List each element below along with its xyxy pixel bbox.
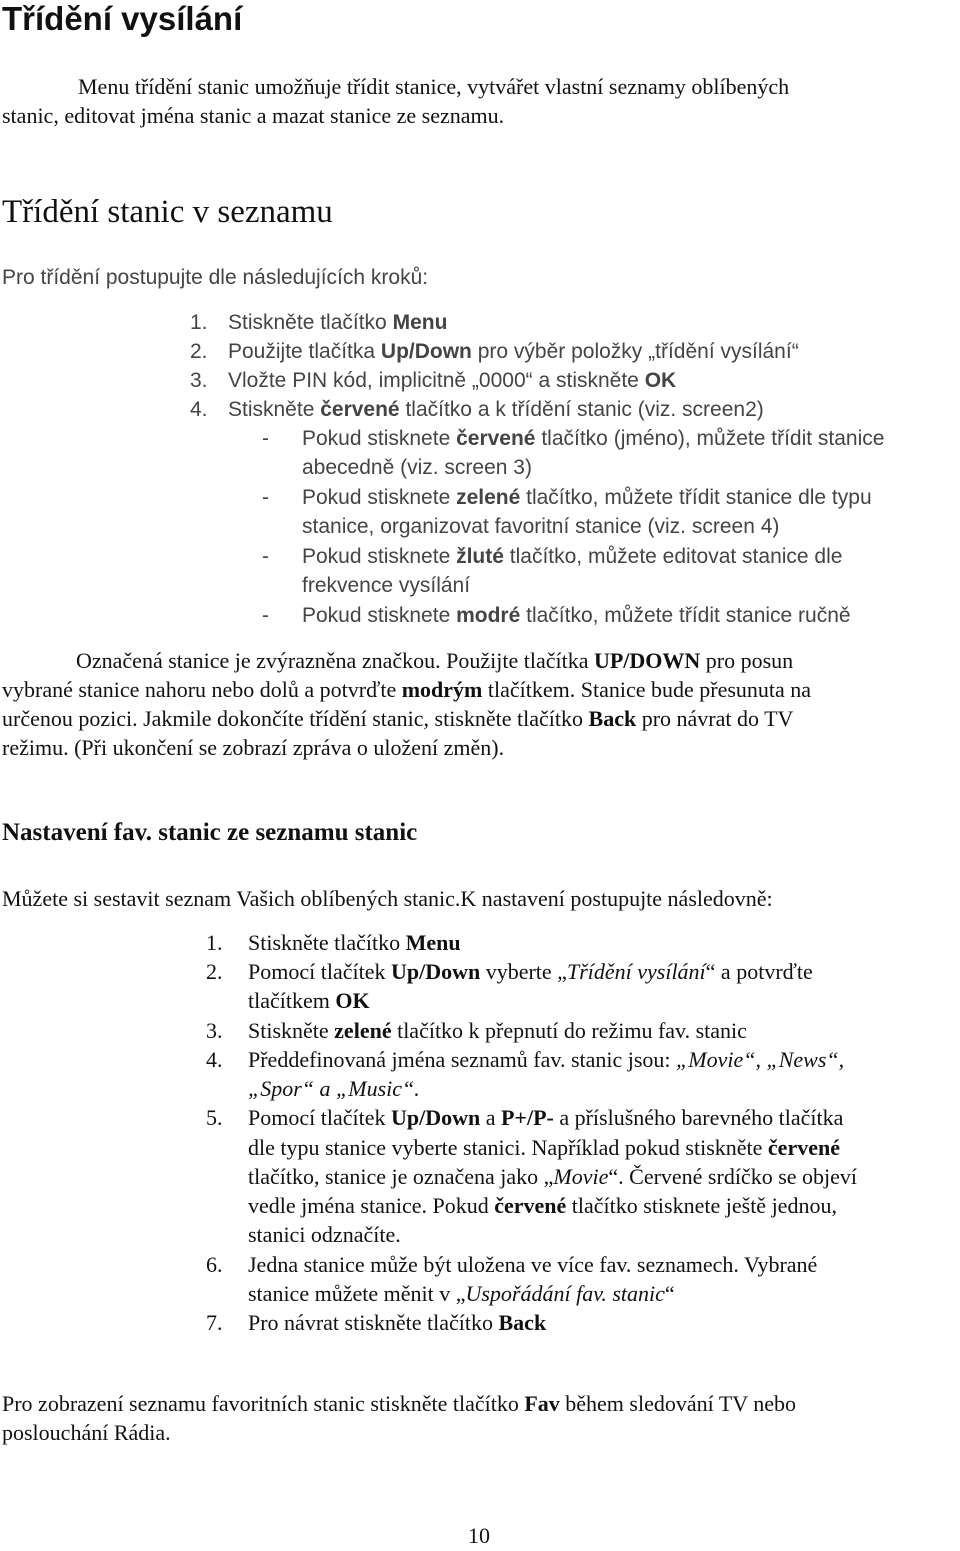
step-number: 2. — [206, 959, 223, 984]
step-text: Použijte tlačítka — [228, 340, 381, 363]
fav-step-6-line-2 — [248, 1279, 675, 1309]
sub-option-red — [262, 427, 884, 451]
key-ok: OK — [335, 988, 370, 1013]
list-names: „Spor“ a „Music“. — [248, 1076, 420, 1101]
list-names: „Movie“, „News“, — [676, 1047, 845, 1072]
key-up-down: Up/Down — [390, 1105, 481, 1130]
dash: - — [262, 545, 269, 568]
list-name-movie: Movie — [553, 1164, 609, 1189]
step-text: tlačítkem — [248, 988, 336, 1013]
sub-option-red-line-2: abecedně (viz. screen 3) — [302, 456, 532, 479]
key-up-down: Up/Down — [380, 340, 472, 363]
sort-paragraph-line-3 — [2, 704, 793, 734]
sub-text: Pokud stisknete — [302, 545, 457, 568]
key-back: Back — [498, 1310, 547, 1335]
fav-step-3 — [206, 1016, 747, 1046]
sort-step-1 — [190, 311, 447, 335]
step-number: 4. — [206, 1047, 223, 1072]
sub-text-end: tlačítko (jméno), můžete třídit stanice — [535, 427, 885, 450]
step-text: Pomocí tlačítek — [248, 959, 391, 984]
step-text: Předdefinovaná jména seznamů fav. stanic jsou: — [248, 1047, 677, 1072]
step-number: 6. — [206, 1252, 223, 1277]
para-text: Označená stanice je zvýrazněna značkou. Použijte tlačítka — [76, 648, 594, 673]
key-blue: modré — [456, 604, 521, 627]
sub-text-end: tlačítko, můžete editovat stanice dle — [503, 545, 843, 568]
intro-line-1: Menu třídění stanic umožňuje třídit stanice, vytvářet vlastní seznamy oblíbených — [78, 74, 790, 99]
fav-step-4 — [206, 1045, 844, 1075]
key-fav: Fav — [524, 1391, 560, 1416]
sub-text: Pokud stisknete — [302, 427, 457, 450]
step-text-end: “ — [664, 1281, 675, 1306]
sub-option-green-line-2: stanice, organizovat favoritní stanice (viz. screen 4) — [302, 515, 780, 538]
closing-text: Pro zobrazení seznamu favoritních stanic stiskněte tlačítko — [2, 1391, 525, 1416]
sort-step-4 — [190, 398, 764, 422]
menu-name-usporadani: Uspořádání fav. stanic — [465, 1281, 665, 1306]
sub-option-yellow-line-2: frekvence vysílání — [302, 574, 471, 597]
fav-lead-text: Můžete si sestavit seznam Vašich oblíbených stanic.K nastavení postupujte následovně: — [2, 886, 773, 911]
key-menu: Menu — [392, 311, 448, 334]
dash: - — [262, 604, 269, 627]
key-blue: modrým — [401, 677, 483, 702]
para-text: vybrané stanice nahoru nebo dolů a potvrďte — [2, 677, 402, 702]
sub-text-end: tlačítko, můžete třídit stanice dle typu — [520, 486, 872, 509]
step-text: tlačítko, stanice je označena jako „ — [248, 1164, 554, 1189]
fav-step-7 — [206, 1308, 546, 1338]
key-green: zelené — [334, 1018, 392, 1043]
step-text-end: “ a potvrďte — [705, 959, 813, 984]
key-green: zelené — [456, 486, 521, 509]
sub-text: Pokud stisknete — [302, 486, 457, 509]
intro-line-2: stanic, editovat jména stanic a mazat stanice ze seznamu. — [2, 103, 505, 128]
fav-step-5-line-2 — [248, 1133, 840, 1163]
step-number: 1. — [206, 930, 223, 955]
key-red: červené — [767, 1135, 840, 1160]
section-title-nastaveni-fav: Nastavení fav. stanic ze seznamu stanic — [2, 819, 418, 846]
menu-name-trideni: Třídění vysílání — [566, 959, 706, 984]
fav-step-5 — [206, 1103, 843, 1133]
fav-step-5-line-3 — [248, 1162, 857, 1192]
step-text-end: “. Červené srdíčko se objeví — [608, 1164, 858, 1189]
key-menu: Menu — [405, 930, 461, 955]
para-text-end: pro posun — [700, 648, 794, 673]
step-text: Pomocí tlačítek — [248, 1105, 391, 1130]
sub-option-blue — [262, 604, 851, 628]
key-up-down: Up/Down — [390, 959, 481, 984]
step-number: 1. — [190, 311, 208, 334]
step-text-end: a příslušného barevného tlačítka — [553, 1105, 844, 1130]
step-number: 3. — [190, 369, 208, 392]
fav-step-2-line-2 — [248, 986, 370, 1016]
fav-step-6 — [206, 1250, 817, 1280]
sort-paragraph-line-2 — [2, 675, 811, 705]
step-text: Stiskněte tlačítko — [248, 930, 406, 955]
step-number: 7. — [206, 1310, 223, 1335]
key-ok: OK — [644, 369, 677, 392]
key-p-plus-minus: P+/P- — [500, 1105, 554, 1130]
para-text: určenou pozici. Jakmile dokončíte třídění stanic, stiskněte tlačítko — [2, 706, 589, 731]
fav-step-1 — [206, 928, 461, 958]
step-text: Jedna stanice může být uložena ve více fav. seznamech. Vybrané — [248, 1252, 818, 1277]
fav-step-4-line-2 — [248, 1074, 420, 1104]
step-text-end: pro výběr položky „třídění vysílání“ — [471, 340, 799, 363]
closing-line-2: poslouchání Rádia. — [2, 1420, 171, 1445]
step-text-end: tlačítko k přepnutí do režimu fav. stanic — [391, 1018, 747, 1043]
step-text: Stiskněte tlačítko — [228, 311, 393, 334]
sorting-lead-text: Pro třídění postupujte dle následujících kroků: — [2, 266, 429, 289]
dash: - — [262, 486, 269, 509]
fav-step-5-line-4 — [248, 1191, 837, 1221]
sub-option-green — [262, 486, 872, 510]
para-text-end: pro návrat do TV — [636, 706, 794, 731]
page-number: 10 — [468, 1523, 490, 1548]
step-text: stanice můžete měnit v „ — [248, 1281, 466, 1306]
step-text: Stiskněte — [228, 398, 321, 421]
fav-step-5-line-5: stanici odznačíte. — [248, 1222, 401, 1247]
step-text: vedle jména stanice. Pokud — [248, 1193, 495, 1218]
step-text: Vložte PIN kód, implicitně „0000“ a stiskněte — [228, 369, 645, 392]
sub-text: Pokud stisknete — [302, 604, 457, 627]
step-number: 2. — [190, 340, 208, 363]
section-title-trideni-vysilani: Třídění vysílání — [2, 0, 243, 37]
closing-line-1 — [2, 1389, 796, 1419]
sort-paragraph-line-1 — [76, 646, 793, 676]
step-text: dle typu stanice vyberte stanici. Například pokud stiskněte — [248, 1135, 768, 1160]
sub-option-yellow — [262, 545, 842, 569]
closing-text-end: během sledování TV nebo — [559, 1391, 797, 1416]
sub-text-end: tlačítko, můžete třídit stanice ručně — [520, 604, 851, 627]
sort-step-2 — [190, 340, 799, 364]
step-text: a — [480, 1105, 501, 1130]
key-red: červené — [456, 427, 536, 450]
step-text-end: tlačítko a k třídění stanic (viz. screen2) — [399, 398, 764, 421]
step-text: Pro návrat stiskněte tlačítko — [248, 1310, 499, 1335]
key-up-down: UP/DOWN — [593, 648, 701, 673]
dash: - — [262, 427, 269, 450]
key-yellow: žluté — [456, 545, 504, 568]
para-text-end: tlačítkem. Stanice bude přesunuta na — [482, 677, 812, 702]
section-title-trideni-stanic: Třídění stanic v seznamu — [2, 194, 333, 230]
key-red: červené — [494, 1193, 567, 1218]
key-red: červené — [320, 398, 400, 421]
step-text: vyberte „ — [480, 959, 567, 984]
step-number: 4. — [190, 398, 208, 421]
fav-step-2 — [206, 957, 813, 987]
sort-step-3 — [190, 369, 676, 393]
step-text: Stiskněte — [248, 1018, 335, 1043]
step-number: 3. — [206, 1018, 223, 1043]
sort-paragraph-line-4: režimu. (Při ukončení se zobrazí zpráva o uložení změn). — [2, 735, 505, 760]
step-text-end: tlačítko stisknete ještě jednou, — [566, 1193, 837, 1218]
key-back: Back — [588, 706, 637, 731]
step-number: 5. — [206, 1105, 223, 1130]
